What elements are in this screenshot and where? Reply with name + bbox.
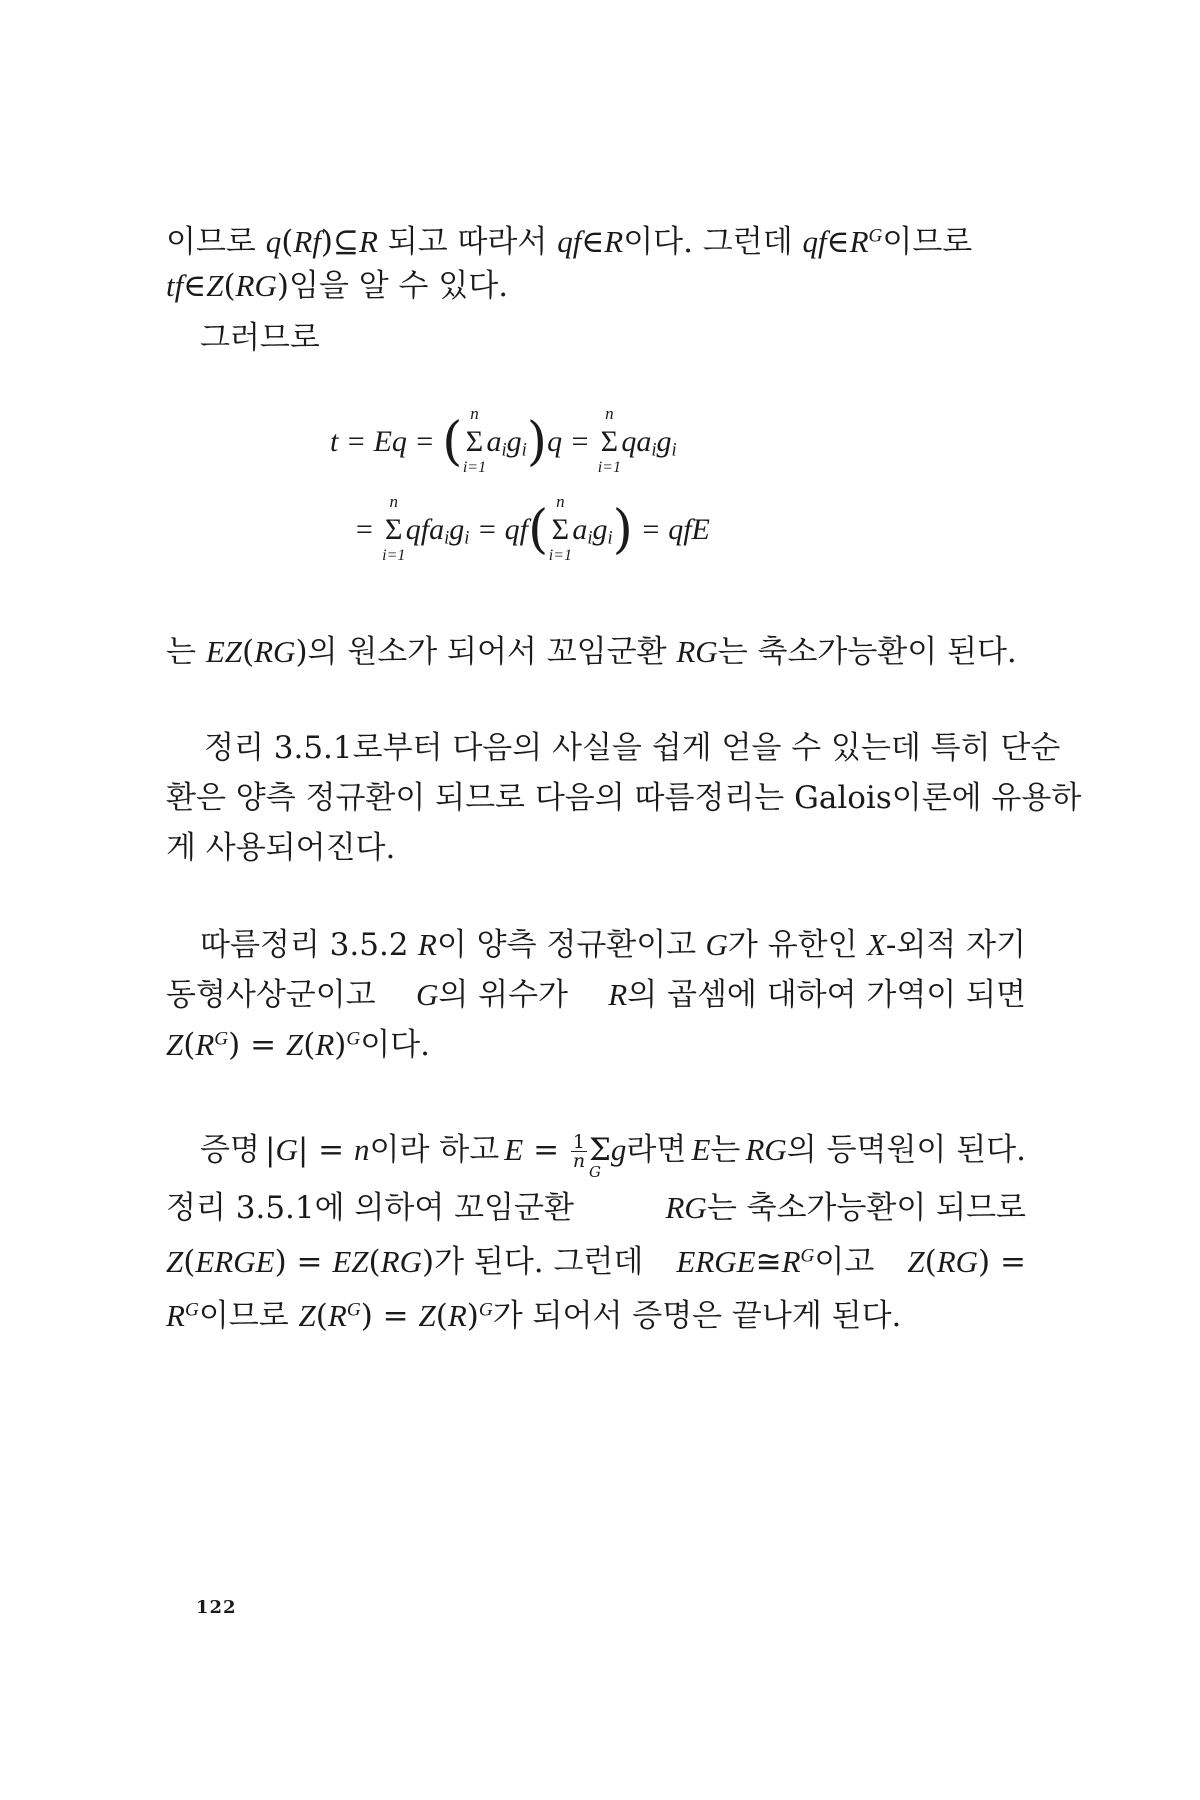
text-line-2: tf∈Z(RG)임을 알 수 있다. [166, 268, 509, 304]
corollary-line-3: $Z(R^G) = Z(R)^G$이다. [166, 1027, 430, 1063]
paragraph-2-line-1: 정리 3.5.1로부터 다음의 사실을 쉽게 얻을 수 있는데 특히 단순 [204, 730, 1061, 766]
paragraph-2-line-3: 게 사용되어진다. [166, 830, 396, 866]
proof-line-3: Z(ERGE) = EZ(RG)가 된다. 그런데 $ERGE≅R^G$이고 Z(RG) = [166, 1244, 1026, 1280]
corollary-line-2: 동형사상군이고 G의 위수가 R의 곱셈에 대하여 가역이 되면 [166, 977, 1026, 1013]
proof-line-1: 증명 |G| = n이라 하고 E = $\frac{1}{n}$ Σ G g라면 E는 RG의 등멱원이 된다. [200, 1131, 1026, 1181]
equation-line-1: t = Eq = ( Σ n i=1 $a_ig_i)q = \Sigma$ n i=1 $qa_ig_i$ [330, 404, 677, 476]
paragraph-2-line-2: 환은 양측 정규환이 되므로 다음의 따름정리는 Galois이론에 유용하 [166, 780, 1082, 816]
equation-line-2: = Σ n i=1 $qfa_ig_i = qf$( Σ n i=1 $a_ig_i$) = qfE [354, 492, 710, 564]
proof-line-2: 정리 3.5.1에 의하여 꼬임군환 RG는 축소가능환이 되므로 [166, 1190, 1026, 1226]
proof-line-4: $R^G$이므로 $Z(R^G) = Z(R)^G$가 되어서 증명은 끝나게 된다. [166, 1298, 902, 1334]
page-number: 122 [196, 1597, 237, 1618]
text-line-4: 는 EZ(RG)의 원소가 되어서 꼬임군환 RG는 축소가능환이 된다. [166, 634, 1017, 670]
corollary-line-1: 따름정리 3.5.2 R이 양측 정규환이고 G가 유한인 X-외적 자기 [200, 927, 1026, 963]
text-line-1: 이므로 q(Rf)⊆R 되고 따라서 qf∈R이다. 그런데 $qf\in R^G$이므로 [166, 224, 973, 260]
text-line-3: 그러므로 [200, 320, 320, 356]
